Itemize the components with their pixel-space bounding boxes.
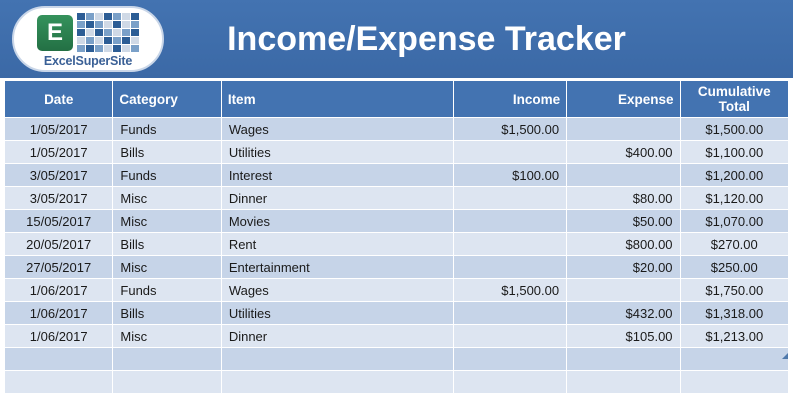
cell-income[interactable] [453, 233, 566, 256]
cell-expense[interactable]: $432.00 [567, 302, 680, 325]
cell-item[interactable]: Dinner [221, 325, 453, 348]
cell-expense[interactable] [567, 371, 680, 394]
table-row[interactable] [5, 118, 789, 141]
cell-total[interactable]: $1,500.00 [680, 118, 788, 141]
table-row[interactable] [5, 233, 789, 256]
cell-date[interactable] [5, 348, 113, 371]
table-row[interactable] [5, 348, 789, 371]
cell-income[interactable] [453, 325, 566, 348]
cell-item[interactable] [221, 371, 453, 394]
cell-expense[interactable] [567, 164, 680, 187]
table-resize-handle[interactable] [782, 353, 788, 359]
cell-date[interactable]: 1/05/2017 [5, 118, 113, 141]
cell-income[interactable] [453, 371, 566, 394]
cell-expense[interactable] [567, 279, 680, 302]
cell-income[interactable] [453, 302, 566, 325]
cell-income[interactable] [453, 348, 566, 371]
cell-date[interactable]: 1/06/2017 [5, 325, 113, 348]
cell-expense[interactable]: $80.00 [567, 187, 680, 210]
cell-category[interactable] [113, 371, 221, 394]
cell-date[interactable] [5, 371, 113, 394]
cell-expense[interactable]: $20.00 [567, 256, 680, 279]
cell-income[interactable]: $100.00 [453, 164, 566, 187]
column-header-category[interactable]: Category [113, 81, 221, 118]
column-header-income[interactable]: Income [453, 81, 566, 118]
transactions-table [4, 80, 789, 394]
table-row[interactable] [5, 164, 789, 187]
logo-wordmark: ExcelSuperSite [43, 53, 133, 68]
cell-item[interactable]: Utilities [221, 141, 453, 164]
cell-total[interactable]: $1,200.00 [680, 164, 788, 187]
table-body [5, 118, 789, 394]
table-row[interactable] [5, 325, 789, 348]
cell-income[interactable] [453, 210, 566, 233]
cell-total[interactable] [680, 348, 788, 371]
table-row[interactable] [5, 210, 789, 233]
cell-item[interactable]: Wages [221, 118, 453, 141]
cell-expense[interactable]: $400.00 [567, 141, 680, 164]
cell-income[interactable]: $1,500.00 [453, 118, 566, 141]
cell-category[interactable]: Funds [113, 164, 221, 187]
cell-expense[interactable] [567, 118, 680, 141]
cell-total[interactable]: $270.00 [680, 233, 788, 256]
cell-item[interactable]: Utilities [221, 302, 453, 325]
cell-total[interactable]: $1,100.00 [680, 141, 788, 164]
cell-income[interactable] [453, 187, 566, 210]
cell-item[interactable]: Rent [221, 233, 453, 256]
cell-item[interactable]: Wages [221, 279, 453, 302]
table-row[interactable] [5, 187, 789, 210]
cell-item[interactable]: Entertainment [221, 256, 453, 279]
cell-total[interactable]: $1,120.00 [680, 187, 788, 210]
cell-total[interactable]: $250.00 [680, 256, 788, 279]
column-header-expense[interactable]: Expense [567, 81, 680, 118]
cell-category[interactable]: Misc [113, 210, 221, 233]
cell-income[interactable]: $1,500.00 [453, 279, 566, 302]
cell-total[interactable]: $1,213.00 [680, 325, 788, 348]
cell-expense[interactable]: $800.00 [567, 233, 680, 256]
cell-date[interactable]: 1/06/2017 [5, 302, 113, 325]
cell-category[interactable]: Funds [113, 279, 221, 302]
table-row[interactable] [5, 256, 789, 279]
cell-item[interactable]: Dinner [221, 187, 453, 210]
cell-category[interactable]: Misc [113, 187, 221, 210]
table-row[interactable] [5, 302, 789, 325]
cell-income[interactable] [453, 141, 566, 164]
table-row[interactable] [5, 141, 789, 164]
cell-total[interactable]: $1,318.00 [680, 302, 788, 325]
cell-category[interactable]: Bills [113, 233, 221, 256]
cell-total[interactable]: $1,750.00 [680, 279, 788, 302]
excel-badge-icon: E [37, 15, 73, 51]
cell-income[interactable] [453, 256, 566, 279]
page-title: Income/Expense Tracker [227, 19, 626, 58]
cell-category[interactable]: Bills [113, 141, 221, 164]
cell-expense[interactable]: $105.00 [567, 325, 680, 348]
table-container [0, 80, 793, 394]
column-header-cumulative-total[interactable]: Cumulative Total [680, 81, 788, 118]
cell-total[interactable] [680, 371, 788, 394]
column-header-date[interactable]: Date [5, 81, 113, 118]
cell-date[interactable]: 3/05/2017 [5, 187, 113, 210]
cell-item[interactable]: Movies [221, 210, 453, 233]
cell-total[interactable]: $1,070.00 [680, 210, 788, 233]
cell-date[interactable]: 15/05/2017 [5, 210, 113, 233]
cell-category[interactable]: Funds [113, 118, 221, 141]
cell-category[interactable] [113, 348, 221, 371]
table-row[interactable] [5, 371, 789, 394]
cell-category[interactable]: Misc [113, 325, 221, 348]
cell-date[interactable]: 27/05/2017 [5, 256, 113, 279]
cell-date[interactable]: 1/05/2017 [5, 141, 113, 164]
cell-date[interactable]: 3/05/2017 [5, 164, 113, 187]
header-banner [0, 0, 793, 78]
table-header-row [5, 81, 789, 118]
table-row[interactable] [5, 279, 789, 302]
cell-category[interactable]: Misc [113, 256, 221, 279]
cell-category[interactable]: Bills [113, 302, 221, 325]
cell-expense[interactable] [567, 348, 680, 371]
cell-expense[interactable]: $50.00 [567, 210, 680, 233]
cell-item[interactable] [221, 348, 453, 371]
column-header-item[interactable]: Item [221, 81, 453, 118]
cell-date[interactable]: 1/06/2017 [5, 279, 113, 302]
cell-item[interactable]: Interest [221, 164, 453, 187]
cell-date[interactable]: 20/05/2017 [5, 233, 113, 256]
